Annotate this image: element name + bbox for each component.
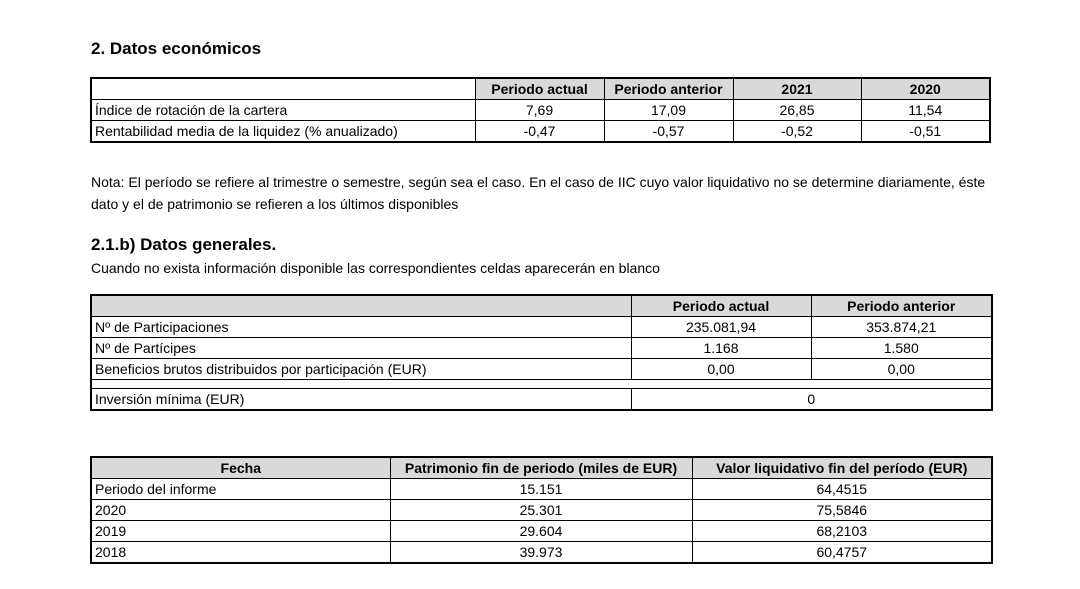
table-row <box>91 521 992 542</box>
row-label: Nº de Participaciones <box>91 317 631 338</box>
header-cell: 2020 <box>861 78 990 100</box>
spacer-cell <box>91 380 992 389</box>
section-title-datos-generales: 2.1.b) Datos generales. <box>91 235 277 254</box>
table-row <box>91 389 992 411</box>
section-title-datos-economicos: 2. Datos económicos <box>91 39 262 58</box>
header-cell: Periodo actual <box>631 295 811 317</box>
section-subtitle: Cuando no exista información disponible las correspondientes celdas aparecerán en blanco <box>91 260 660 276</box>
table-cell: 235.081,94 <box>631 317 811 338</box>
table-cell: 68,2103 <box>692 521 992 542</box>
table-cell: 353.874,21 <box>811 317 992 338</box>
table-cell: 64,4515 <box>692 479 992 500</box>
table-cell: 1.580 <box>811 338 992 359</box>
history-table <box>90 456 993 564</box>
table-cell: 11,54 <box>861 100 990 121</box>
table-row <box>91 479 992 500</box>
table-cell: 15.151 <box>390 479 692 500</box>
table-cell: 39.973 <box>390 542 692 564</box>
table-row <box>91 359 992 380</box>
header-cell: Patrimonio fin de periodo (miles de EUR) <box>390 457 692 479</box>
table-cell: 0,00 <box>811 359 992 380</box>
table-cell: 25.301 <box>390 500 692 521</box>
table-cell: 29.604 <box>390 521 692 542</box>
table-cell: 0 <box>631 389 992 411</box>
row-label: 2020 <box>91 500 390 521</box>
table-row <box>91 317 992 338</box>
row-label: Beneficios brutos distribuidos por participación (EUR) <box>91 359 631 380</box>
table-cell: 1.168 <box>631 338 811 359</box>
table-header-row <box>91 457 992 479</box>
row-label: 2018 <box>91 542 390 564</box>
header-cell-empty <box>91 295 631 317</box>
row-label: Nº de Partícipes <box>91 338 631 359</box>
table-spacer-row <box>91 380 992 389</box>
header-cell-empty <box>91 78 475 100</box>
table-cell: 7,69 <box>475 100 604 121</box>
table-row <box>91 500 992 521</box>
table-cell: -0,47 <box>475 121 604 143</box>
row-label: Índice de rotación de la cartera <box>91 100 475 121</box>
table-cell: 17,09 <box>604 100 733 121</box>
table-cell: -0,51 <box>861 121 990 143</box>
row-label: Periodo del informe <box>91 479 390 500</box>
table-header-row <box>91 78 990 100</box>
note-text: Nota: El período se refiere al trimestre o semestre, según sea el caso. En el caso de IIC cuyo valor liquidativo no se determine diariamente, éste dato y el de patrimonio se refieren a los últimos disponibles <box>91 174 986 212</box>
row-label: Inversión mínima (EUR) <box>91 389 631 411</box>
row-label: 2019 <box>91 521 390 542</box>
table-cell: 60,4757 <box>692 542 992 564</box>
header-cell: Periodo anterior <box>811 295 992 317</box>
table-row <box>91 338 992 359</box>
row-label: Rentabilidad media de la liquidez (% anualizado) <box>91 121 475 143</box>
table-row <box>91 121 990 143</box>
table-row <box>91 100 990 121</box>
header-cell: Fecha <box>91 457 390 479</box>
table-cell: 75,5846 <box>692 500 992 521</box>
general-data-table <box>90 294 993 411</box>
header-cell: Periodo anterior <box>604 78 733 100</box>
table-row <box>91 542 992 564</box>
economic-data-table <box>90 77 991 143</box>
table-header-row <box>91 295 992 317</box>
header-cell: 2021 <box>733 78 861 100</box>
table-cell: 0,00 <box>631 359 811 380</box>
header-cell: Valor liquidativo fin del período (EUR) <box>692 457 992 479</box>
table-cell: -0,52 <box>733 121 861 143</box>
table-cell: -0,57 <box>604 121 733 143</box>
header-cell: Periodo actual <box>475 78 604 100</box>
table-cell: 26,85 <box>733 100 861 121</box>
